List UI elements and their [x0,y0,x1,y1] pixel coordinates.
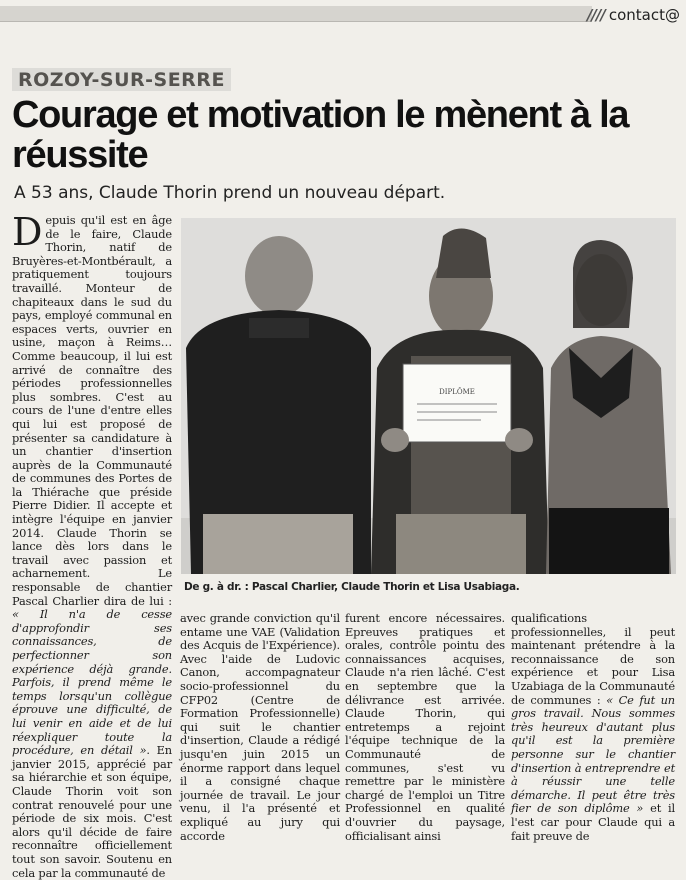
contact-label: contact@ [608,6,680,24]
header-rule [0,6,592,22]
lisa-quote: « Ce fut un gros travail. Nous sommes très heureux d'autant plus qu'il est la première personne sur le chantier d'insertion à entreprendre et à réussir une telle démarche. Il peut être très fier de son diplôme » [511,692,675,816]
pascal-quote: « Il n'a de cesse d'approfondir ses connaissances, de perfectionner son expérience déjà grande. Parfois, il prend même le temps lorsqu'un collègue éprouve une difficulté, de lui venir en aide et de lui réexpliquer toute la procédure, en détail » [12,607,172,758]
column-1-text: epuis qu'il est en âge de le faire, Claude Thorin, natif de Bruyères-et-Montbérault, a pratiquement toujours travaillé. Monteur de chapiteaux dans le sud du pays, employé communal en espaces verts, ouvrier en usine, maçon à Reims… Comme beaucoup, il lui est arrivé de connaître des périodes professionnelles plus sombres. C'est au cours de l'une d'entre elles qui lui est proposé de présenter sa candidature à un chantier d'insertion auprès de la Communauté de communes des Portes de la Thiérache que préside Pierre Didier. Il accepte et intègre l'équipe en janvier 2014. Claude Thorin se lance dès lors dans le travail avec passion et acharnement. Le responsable de chantier Pascal Charlier dira de lui : [12,213,172,608]
column-4-text: qualifications professionnelles, il peut maintenant prétendre à la reconnaissance de son expérience et pour Lisa Uzabiaga de la Communauté de communes : [511,611,675,707]
column-1-top [12,210,172,880]
column-1-text-end: . En janvier 2015, apprécié par sa hiérarchie et son équipe, Claude Thorin voit son contrat renouvelé pour une période de six mois. C'est alors qu'il décide de faire reconnaître officiellement tout son savoir. Soutenu en cela par la communauté de [12,743,172,880]
column-3: furent encore nécessaires. Epreuves pratiques et orales, contrôle pointu des connaissances acquises, Claude n'a rien lâché. C'est en septembre que la délivrance est arrivée. Claude Thorin, qui entretemps a rejoint l'équipe technique de la Communauté de communes, s'est vu remettre par le ministère chargé de l'emploi un Titre Professionnel en qualité d'ouvrier du paysage, officialisant ainsi [345,611,505,843]
photo-illustration [181,218,676,574]
drop-cap: D [12,210,43,254]
section-tag [587,6,680,24]
column-4-text-end: et il l'est car pour Claude qui a fait preuve de [511,801,675,843]
svg-text:DIPLÔME: DIPLÔME [439,388,475,396]
article-photo [181,218,676,574]
column-4 [511,612,675,843]
article-headline: Courage et motivation le mènent à la réussite [12,94,629,176]
column-2: avec grande conviction qu'il entame une VAE (Validation des Acquis de l'Expérience). Avec l'aide de Ludovic Canon, accompagnateur socio-professionnel du CFP02 (Centre de Formation Professionnelle) qui suit le chantier d'insertion, Claude a rédigé jusqu'en juin 2015 un énorme rapport dans lequel il a consigné chaque journée de travail. Le jour venu, il l'a présenté et expliqué au jury qui accorde [180,611,340,843]
article-subhead: A 53 ans, Claude Thorin prend un nouveau départ. [14,183,446,203]
slashes-mark: //// [586,6,605,24]
article-kicker: ROZOY-SUR-SERRE [12,68,231,91]
photo-caption: De g. à dr. : Pascal Charlier, Claude Thorin et Lisa Usabiaga. [184,581,520,593]
